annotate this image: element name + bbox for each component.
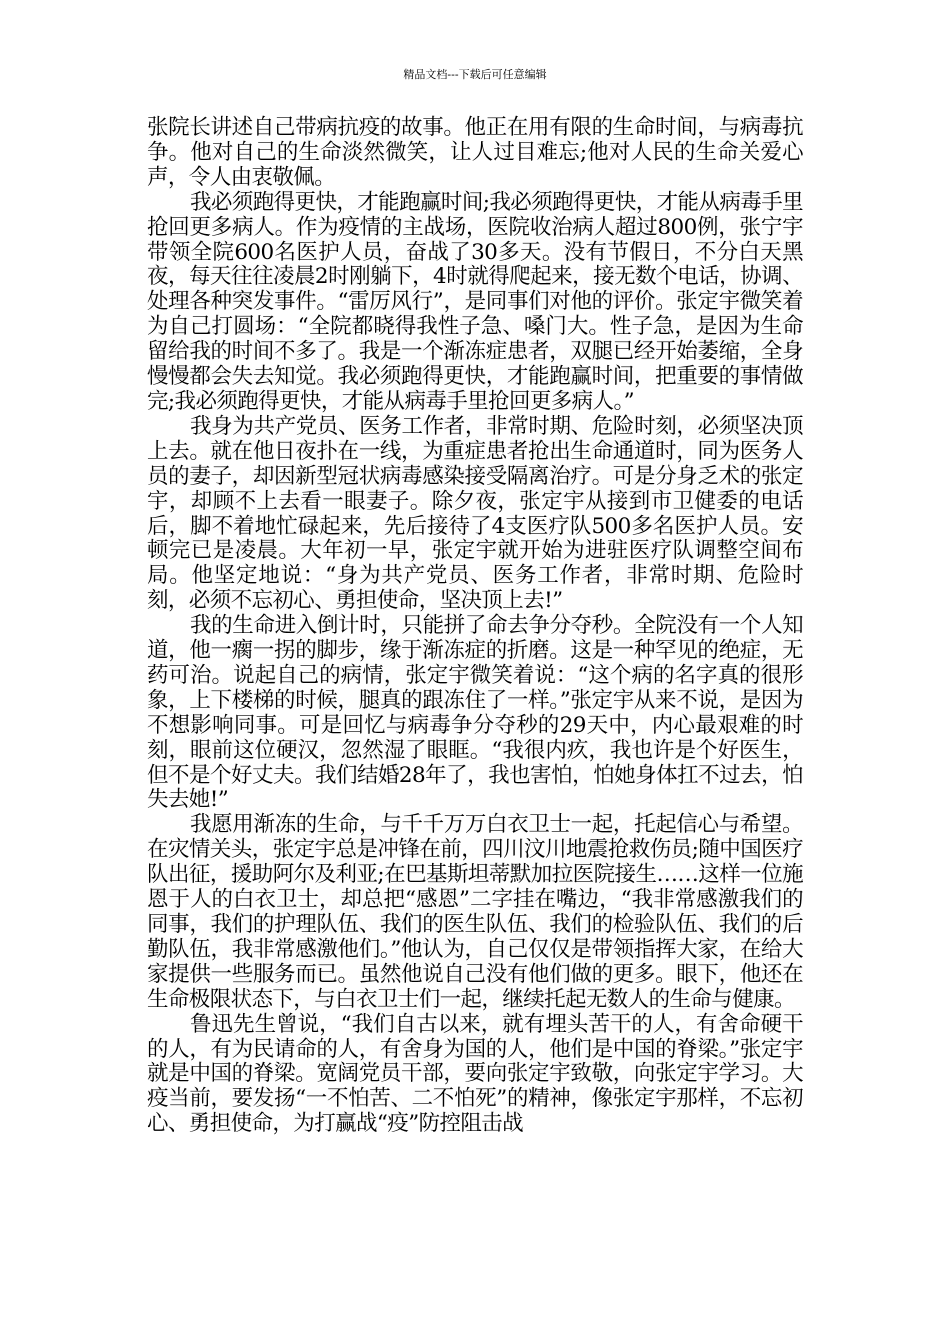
paragraph-5: 我愿用渐冻的生命，与千千万万白衣卫士一起，托起信心与希望。在灾情关头，张定宇总是冲锋在前，四川汶川地震抢救伤员;随中国医疗队出征，援助阿尔及利亚;在巴基斯坦蒂默加拉医院接生……这样一位施恩于人的白衣卫士，却总把“感恩”二字挂在嘴边，“我非常感激我们的同事，我们的护理队伍、我们的医生队伍、我们的检验队伍、我们的后勤队伍，我非常感激他们。”他认为，自己仅仅是带领指挥大家，在给大家提供一些服务而已。虽然他说自己没有他们做的更多。眼下，他还在生命极限状态下，与白衣卫士们一起，继续托起无数人的生命与健康。 [147, 812, 803, 1012]
paragraph-6: 鲁迅先生曾说，“我们自古以来，就有埋头苦干的人，有舍命硬干的人，有为民请命的人，有舍身为国的人，他们是中国的脊梁。”张定宇就是中国的脊梁。宽阔党员干部，要向张定宇致敬，向张定宇学习。大疫当前，要发扬“一不怕苦、二不怕死”的精神，像张定宇那样，不忘初心、勇担使命，为打赢战“疫”防控阻击战 [147, 1011, 803, 1137]
paragraph-4: 我的生命进入倒计时，只能拼了命去争分夺秒。全院没有一个人知道，他一瘸一拐的脚步，缘于渐冻症的折磨。这是一种罕见的绝症，无药可治。说起自己的病情，张定宇微笑着说：“这个病的名字真的很形象，上下楼梯的时候，腿真的跟冻住了一样。”张定宇从来不说，是因为不想影响同事。可是回忆与病毒争分夺秒的29天中，内心最艰难的时刻，眼前这位硬汉，忽然湿了眼眶。“我很内疚，我也许是个好医生，但不是个好丈夫。我们结婚28年了，我也害怕，怕她身体扛不过去，怕失去她!” [147, 613, 803, 813]
page-header: 精品文档---下载后可任意编辑 [403, 68, 547, 81]
paragraph-1: 张院长讲述自己带病抗疫的故事。他正在用有限的生命时间，与病毒抗争。他对自己的生命淡然微笑，让人过目难忘;他对人民的生命关爱心声，令人由衷敬佩。 [147, 115, 803, 190]
paragraph-2: 我必须跑得更快，才能跑赢时间;我必须跑得更快，才能从病毒手里抢回更多病人。作为疫情的主战场，医院收治病人超过800例，张宁宇带领全院600名医护人员，奋战了30多天。没有节假日，不分白天黑夜，每天往往凌晨2时刚躺下，4时就得爬起来，接无数个电话，协调、处理各种突发事件。“雷厉风行”，是同事们对他的评价。张定宇微笑着为自己打圆场：“全院都晓得我性子急、嗓门大。性子急，是因为生命留给我的时间不多了。我是一个渐冻症患者，双腿已经开始萎缩，全身慢慢都会失去知觉。我必须跑得更快，才能跑赢时间，把重要的事情做完;我必须跑得更快，才能从病毒手里抢回更多病人。” [147, 189, 803, 414]
article-body [147, 116, 803, 1137]
paragraph-3: 我身为共产党员、医务工作者，非常时期、危险时刻，必须坚决顶上去。就在他日夜扑在一线，为重症患者抢出生命通道时，同为医务人员的妻子，却因新型冠状病毒感染接受隔离治疗。可是分身乏术的张定宇，却顾不上去看一眼妻子。除夕夜，张定宇从接到市卫健委的电话后，脚不着地忙碌起来，先后接待了4支医疗队500多名医护人员。安顿完已是凌晨。大年初一早，张定宇就开始为进驻医疗队调整空间布局。他坚定地说：“身为共产党员、医务工作者，非常时期、危险时刻，必须不忘初心、勇担使命，坚决顶上去!” [147, 413, 803, 614]
